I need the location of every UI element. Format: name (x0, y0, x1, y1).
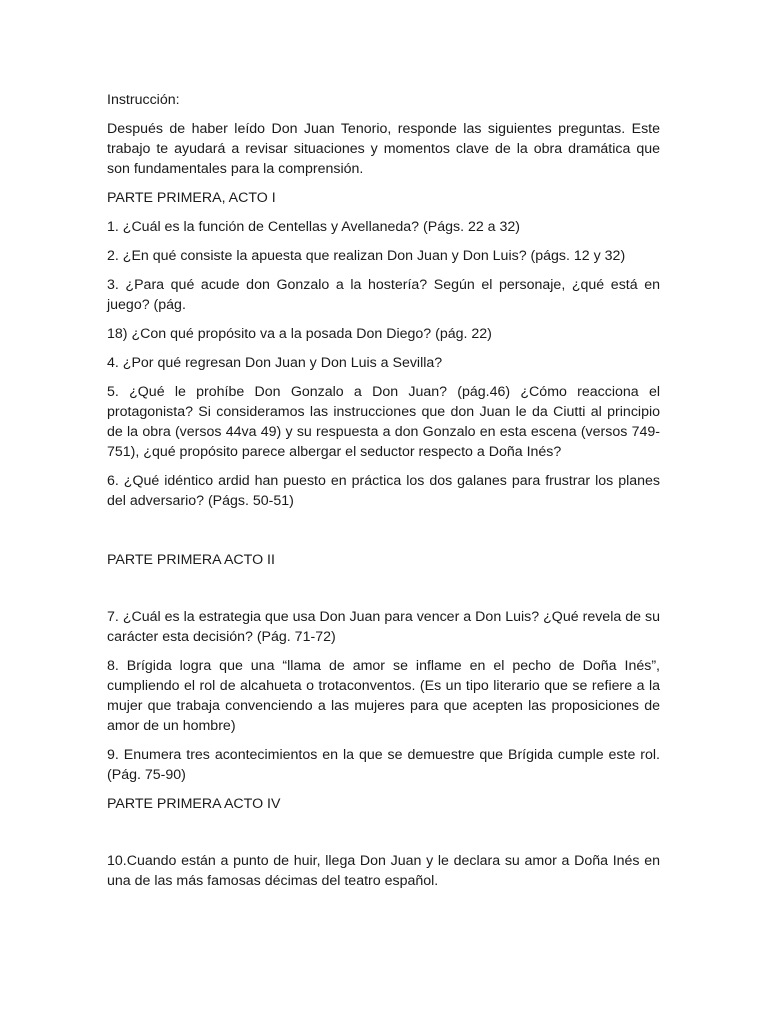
question-2: 2. ¿En qué consiste la apuesta que realizan Don Juan y Don Luis? (págs. 12 y 32) (107, 248, 626, 264)
section-heading-acto-iv: PARTE PRIMERA ACTO IV (107, 796, 281, 812)
instruction-label: Instrucción: (107, 92, 180, 108)
spacer (107, 520, 660, 550)
question-5: 5. ¿Qué le prohíbe Don Gonzalo a Don Juan? (pág.46) ¿Cómo reacciona el protagonista? Si consideramos las instrucciones que don Juan le da Ciutti al principio de la obra (versos 44va 49) y su respuesta a don Gonzalo en esta escena (versos 749-751), ¿qué propósito parece albergar el seductor respecto a Doña Inés? (107, 384, 660, 460)
question-10: 10.Cuando están a punto de huir, llega Don Juan y le declara su amor a Doña Inés en una de las más famosas décimas del teatro español. (107, 853, 660, 889)
question-1: 1. ¿Cuál es la función de Centellas y Avellaneda? (Págs. 22 a 32) (107, 219, 521, 235)
question-9: 9. Enumera tres acontecimientos en la que se demuestre que Brígida cumple este rol. (Pág. 75-90) (107, 747, 660, 783)
question-6: 6. ¿Qué idéntico ardid han puesto en práctica los dos galanes para frustrar los planes del adversario? (Págs. 50-51) (107, 473, 660, 509)
section-heading-acto-ii: PARTE PRIMERA ACTO II (107, 552, 275, 568)
question-4: 4. ¿Por qué regresan Don Juan y Don Luis a Sevilla? (107, 355, 443, 371)
section-heading-acto-i: PARTE PRIMERA, ACTO I (107, 190, 276, 206)
question-3: 3. ¿Para qué acude don Gonzalo a la hostería? Según el personaje, ¿qué está en juego? (pág. (107, 277, 660, 313)
question-7: 7. ¿Cuál es la estrategia que usa Don Juan para vencer a Don Luis? ¿Qué revela de su carácter esta decisión? (Pág. 71-72) (107, 609, 660, 645)
question-8: 8. Brígida logra que una “llama de amor se inflame en el pecho de Doña Inés”, cumpliendo el rol de alcahueta o trotaconventos. (Es un tipo literario que se refiere a la mujer que trabaja convenciendo a las mujeres para que acepten las proposiciones de amor de un hombre) (107, 658, 660, 734)
intro-paragraph: Después de haber leído Don Juan Tenorio, responde las siguientes preguntas. Este trabajo te ayudará a revisar situaciones y momentos clave de la obra dramática que son fundamentales para la comprensión. (107, 121, 660, 177)
spacer (107, 823, 660, 851)
question-3-continuation: 18) ¿Con qué propósito va a la posada Don Diego? (pág. 22) (107, 326, 492, 342)
document-page (107, 90, 660, 900)
spacer (107, 579, 660, 607)
